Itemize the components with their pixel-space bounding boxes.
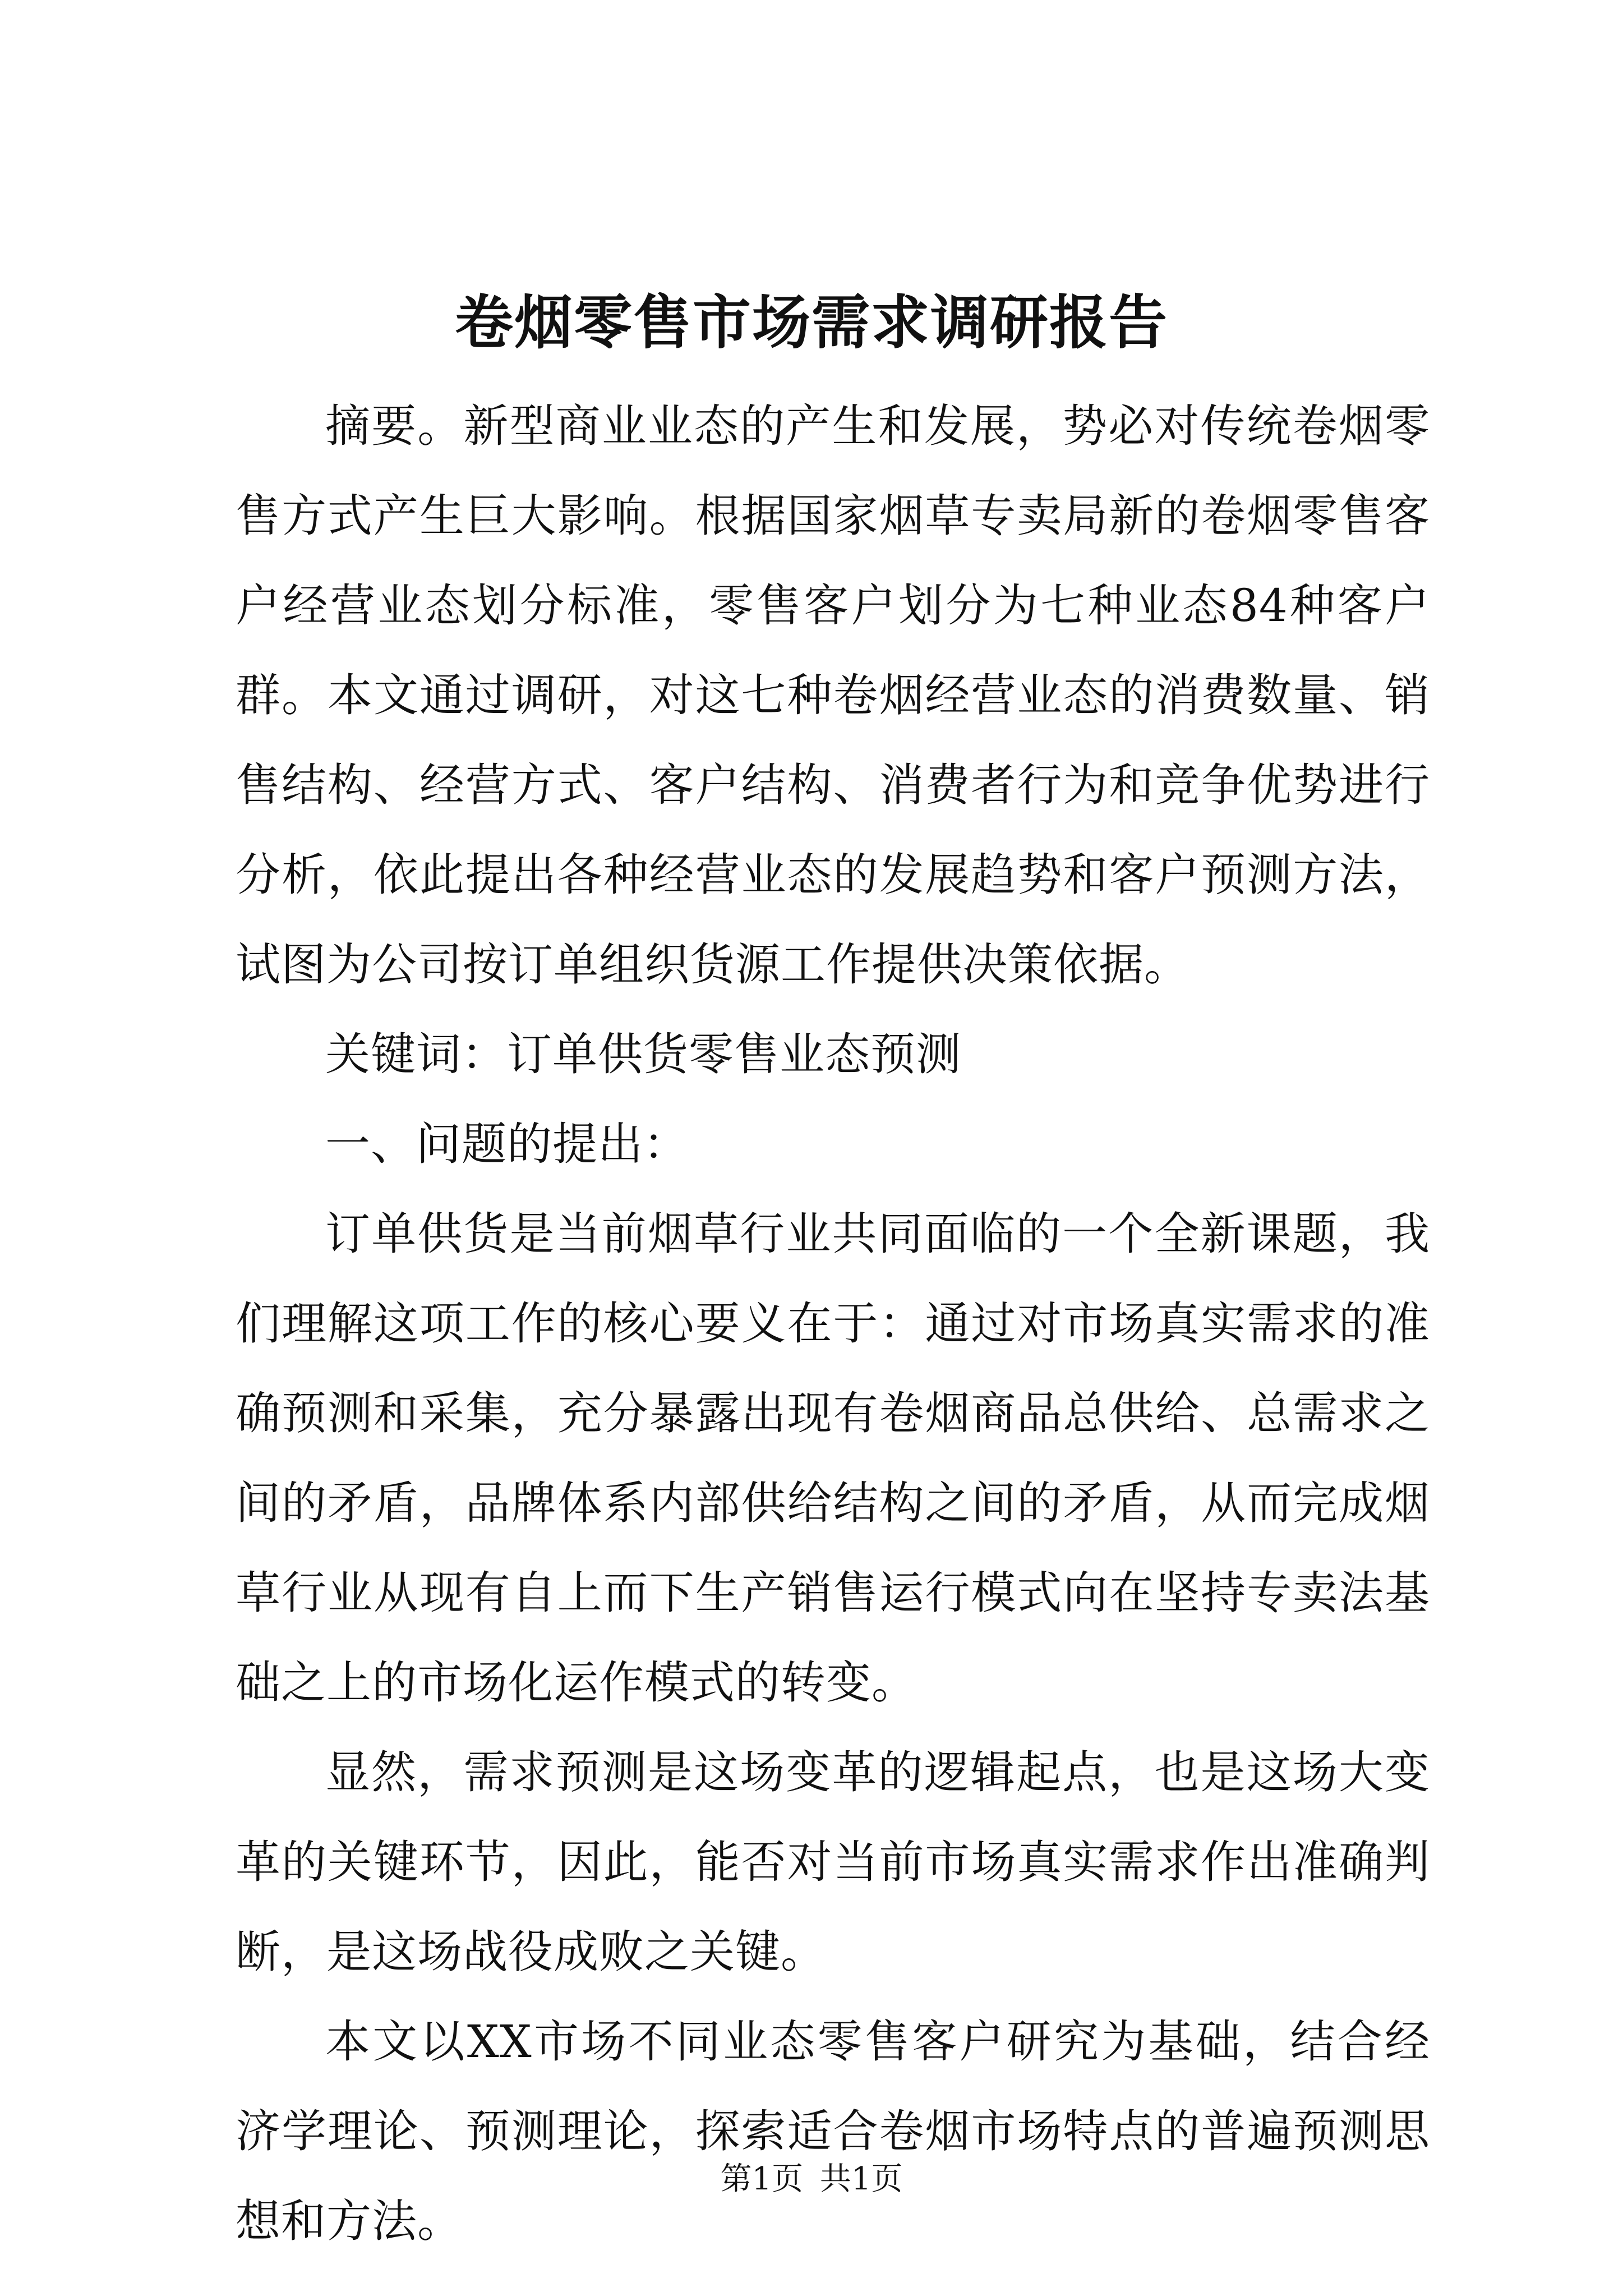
keywords-paragraph: 关键词：订单供货零售业态预测 — [325, 1028, 961, 1080]
body-paragraph: 订单供货是当前烟草行业共同面临的一个全新课题，我们理解这项工作的核心要义在于：通过对市场真实需求的准确预测和采集，充分暴露出现有卷烟商品总供给、总需求之间的矛盾，品牌体系内部供给结构之间的矛盾，从而完成烟草行业从现有自上而下生产销售运行模式向在坚持专卖法基础之上的市场化运作模式的转变。 — [236, 1208, 1430, 1709]
page-number: 第1页 — [720, 2161, 804, 2197]
document-title: 卷烟零售市场需求调研报告 — [454, 288, 1168, 357]
document-body — [236, 381, 1430, 2266]
page-total: 共1页 — [819, 2161, 903, 2197]
body-paragraph: 本文以XX市场不同业态零售客户研究为基础，结合经济学理论、预测理论，探索适合卷烟市场特点的普遍预测思想和方法。 — [236, 2016, 1430, 2247]
page-footer — [0, 2157, 1623, 2202]
body-paragraph: 显然，需求预测是这场变革的逻辑起点，也是这场大变革的关键环节，因此，能否对当前市场真实需求作出准确判断，是这场战役成败之关键。 — [236, 1746, 1430, 1978]
abstract-paragraph: 摘要。新型商业业态的产生和发展，势必对传统卷烟零售方式产生巨大影响。根据国家烟草专卖局新的卷烟零售客户经营业态划分标准，零售客户划分为七种业态84种客户群。本文通过调研，对这七种卷烟经营业态的消费数量、销售结构、经营方式、客户结构、消费者行为和竞争优势进行分析，依此提出各种经营业态的发展趋势和客户预测方法，试图为公司按订单组织货源工作提供决策依据。 — [236, 400, 1430, 991]
section-heading: 一、问题的提出： — [325, 1118, 689, 1170]
